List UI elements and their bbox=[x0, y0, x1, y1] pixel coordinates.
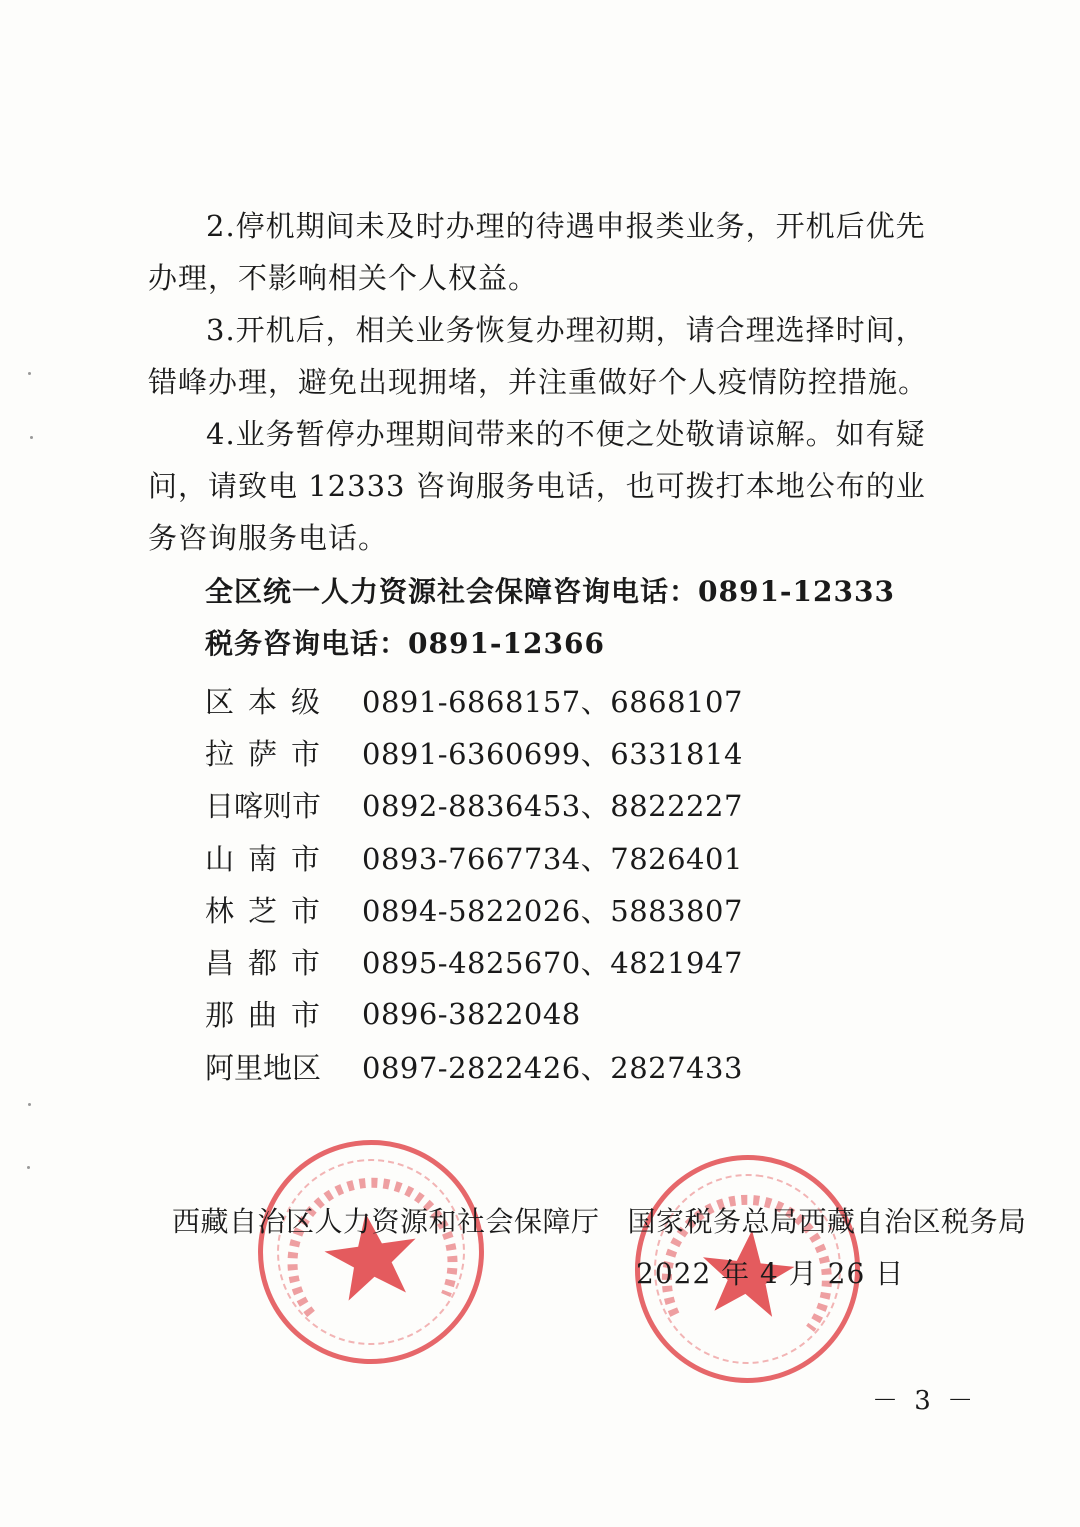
issue-date: 2022 年 4 月 26 日 bbox=[636, 1257, 905, 1290]
regional-hotline-list bbox=[205, 674, 743, 1092]
page-number: － 3 － bbox=[872, 1386, 978, 1416]
paragraph-2: 2.停机期间未及时办理的待遇申报类业务，开机后优先办理，不影响相关个人权益。 bbox=[148, 209, 926, 295]
phone-number: 0891-6360699、6331814 bbox=[362, 736, 743, 771]
tax-hotline: 税务咨询电话：0891-12366 bbox=[205, 627, 605, 660]
hotline-row bbox=[205, 779, 743, 831]
hotline-row bbox=[205, 988, 743, 1040]
signature-line bbox=[172, 1200, 1027, 1240]
region-name: 拉萨市 bbox=[205, 736, 320, 771]
region-name: 山南市 bbox=[205, 841, 320, 876]
phone-number: 0895-4825670、4821947 bbox=[362, 946, 743, 981]
hotline-row bbox=[205, 1040, 743, 1092]
hotline-row bbox=[205, 831, 743, 883]
phone-number: 0896-3822048 bbox=[362, 996, 581, 1031]
scan-speck bbox=[30, 436, 33, 439]
issuer-tax-bureau: 国家税务总局西藏自治区税务局 bbox=[627, 1205, 1027, 1238]
hotline-row bbox=[205, 935, 743, 987]
issuer-hr-department: 西藏自治区人力资源和社会保障厅 bbox=[172, 1205, 600, 1238]
scan-speck bbox=[27, 1166, 30, 1169]
official-seal-hr bbox=[244, 1125, 499, 1378]
phone-number: 0892-8836453、8822227 bbox=[362, 789, 743, 824]
region-name: 林芝市 bbox=[205, 893, 320, 928]
region-name: 阿里地区 bbox=[205, 1050, 322, 1085]
hotline-row bbox=[205, 883, 743, 935]
hotline-row bbox=[205, 726, 743, 778]
phone-number: 0894-5822026、5883807 bbox=[362, 893, 743, 928]
scan-speck bbox=[28, 372, 31, 375]
hotline-row bbox=[205, 674, 743, 726]
scan-speck bbox=[28, 1103, 31, 1106]
paragraph-3: 3.开机后，相关业务恢复办理初期，请合理选择时间，错峰办理，避免出现拥堵，并注重做好个人疫情防控措施。 bbox=[148, 313, 929, 399]
phone-number: 0893-7667734、7826401 bbox=[362, 841, 743, 876]
hr-hotline: 全区统一人力资源社会保障咨询电话：0891-12333 bbox=[205, 575, 895, 608]
region-name: 日喀则市 bbox=[205, 789, 322, 824]
phone-number: 0891-6868157、6868107 bbox=[362, 684, 743, 719]
region-name: 昌都市 bbox=[205, 946, 320, 981]
paragraph-4: 4.业务暂停办理期间带来的不便之处敬请谅解。如有疑问，请致电 12333 咨询服务电话，也可拨打本地公布的业务咨询服务电话。 bbox=[148, 417, 926, 555]
region-name: 那曲市 bbox=[205, 998, 320, 1033]
seal-star-icon bbox=[249, 1131, 493, 1373]
phone-number: 0897-2822426、2827433 bbox=[362, 1050, 743, 1085]
region-name: 区本级 bbox=[205, 684, 320, 719]
